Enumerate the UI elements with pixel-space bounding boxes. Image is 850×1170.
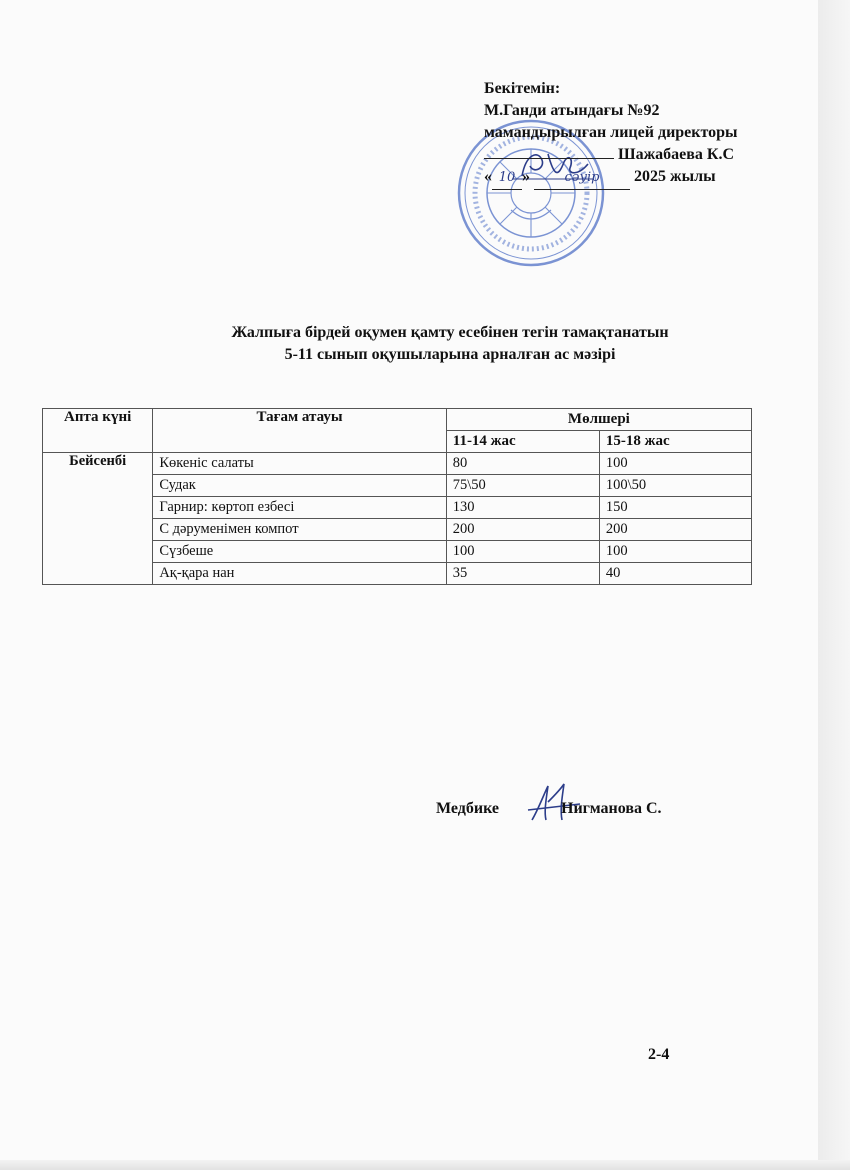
amount-15-18-cell: 40 bbox=[599, 563, 751, 585]
table-row bbox=[43, 453, 752, 475]
amount-15-18-cell: 100\50 bbox=[599, 475, 751, 497]
dish-cell: Сүзбеше bbox=[153, 541, 446, 563]
dish-cell: Судак bbox=[153, 475, 446, 497]
director-name: Шажабаева К.С bbox=[618, 146, 735, 163]
header-dish: Тағам атауы bbox=[153, 409, 446, 453]
date-month: сәуір bbox=[534, 167, 630, 190]
title-line-1: Жалпыға бірдей оқумен қамту есебінен тегін тамақтанатын bbox=[231, 324, 669, 341]
approval-line-1: М.Ганди атындағы №92 bbox=[484, 102, 660, 119]
amount-11-14-cell: 200 bbox=[446, 519, 599, 541]
date-open-quote: « bbox=[484, 168, 492, 185]
approval-heading: Бекітемін: bbox=[484, 80, 561, 97]
amount-15-18-cell: 100 bbox=[599, 453, 751, 475]
director-signature-line bbox=[484, 144, 814, 166]
approval-block bbox=[484, 78, 814, 190]
amount-15-18-cell: 100 bbox=[599, 541, 751, 563]
approval-date bbox=[484, 166, 814, 190]
dish-cell: Көкеніс салаты bbox=[153, 453, 446, 475]
amount-11-14-cell: 75\50 bbox=[446, 475, 599, 497]
amount-15-18-cell: 200 bbox=[599, 519, 751, 541]
amount-15-18-cell: 150 bbox=[599, 497, 751, 519]
date-day: 10 bbox=[492, 167, 522, 190]
header-age-15-18: 15-18 жас bbox=[599, 431, 751, 453]
page-number: 2-4 bbox=[648, 1046, 670, 1063]
date-close-quote: » bbox=[522, 168, 530, 185]
nurse-role: Медбике bbox=[436, 800, 500, 817]
signature-blank bbox=[484, 144, 614, 159]
header-quantity: Мөлшері bbox=[446, 409, 751, 431]
scan-bottom-edge bbox=[0, 1160, 850, 1170]
header-day: Апта күні bbox=[43, 409, 153, 453]
date-year: 2025 жылы bbox=[634, 168, 716, 185]
dish-cell: Ақ-қара нан bbox=[153, 563, 446, 585]
amount-11-14-cell: 35 bbox=[446, 563, 599, 585]
nurse-name: Нигманова С. bbox=[561, 800, 662, 817]
day-cell: Бейсенбі bbox=[43, 453, 153, 585]
approval-line-2: мамандырылған лицей директоры bbox=[484, 124, 738, 141]
dish-cell: С дәруменімен компот bbox=[153, 519, 446, 541]
header-age-11-14: 11-14 жас bbox=[446, 431, 599, 453]
nurse-signature-block bbox=[436, 800, 662, 818]
document-title bbox=[0, 322, 850, 366]
amount-11-14-cell: 130 bbox=[446, 497, 599, 519]
amount-11-14-cell: 80 bbox=[446, 453, 599, 475]
dish-cell: Гарнир: көртоп езбесі bbox=[153, 497, 446, 519]
title-line-2: 5-11 сынып оқушыларына арналған ас мәзірі bbox=[284, 346, 616, 363]
menu-table bbox=[42, 408, 752, 585]
scan-edge-shadow bbox=[818, 0, 850, 1170]
header-row bbox=[43, 409, 752, 431]
amount-11-14-cell: 100 bbox=[446, 541, 599, 563]
